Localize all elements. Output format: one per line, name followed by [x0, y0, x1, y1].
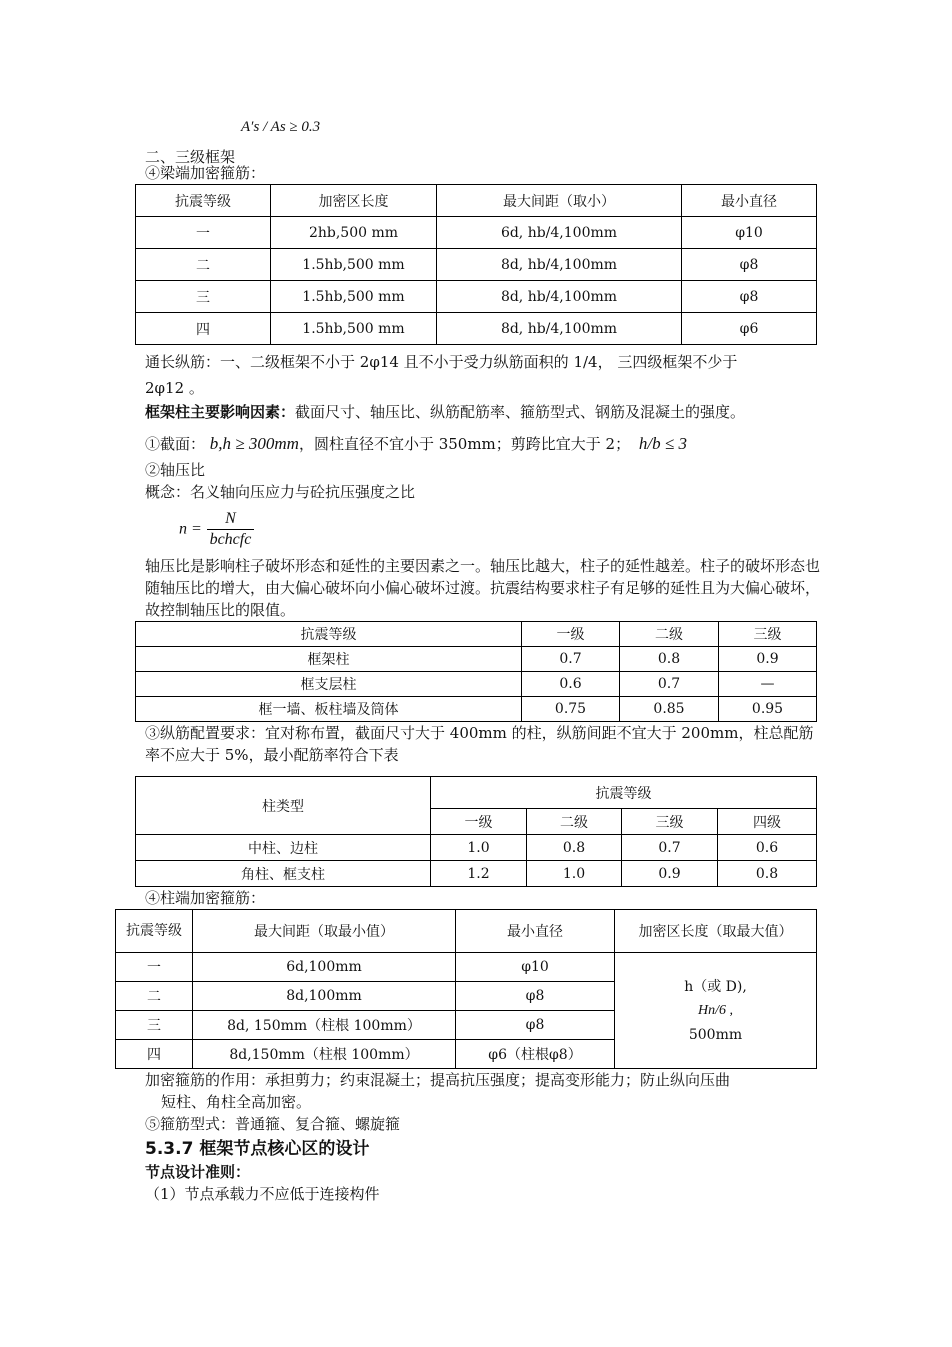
- table-header: 抗震等级: [136, 185, 271, 217]
- table-cell: 1.5hb,500 mm: [271, 281, 437, 313]
- beam-stirrup-table: [135, 184, 817, 345]
- table-cell: 1.5hb,500 mm: [271, 313, 437, 345]
- table-cell: φ10: [682, 217, 817, 249]
- node-rule-title: 节点设计准则：: [145, 1163, 251, 1181]
- table-header: 加密区长度: [271, 185, 437, 217]
- rebar-paragraph: ③纵筋配置要求：宜对称布置，截面尺寸大于 400mm 的柱，纵筋间距不宜大于 200mm，柱总配筋率不应大于 5%，最小配筋率符合下表: [145, 724, 814, 764]
- table-cell: 三: [136, 281, 271, 313]
- table-header: 一级: [522, 622, 620, 647]
- column-factors-text: 截面尺寸、轴压比、纵筋配筋率、箍筋型式、钢筋及混凝土的强度。: [295, 403, 746, 421]
- table-cell: 1.2: [431, 861, 527, 887]
- table-row: [116, 953, 817, 982]
- table-header-row: [136, 622, 817, 647]
- table-cell: 8d,150mm（柱根 100mm）: [193, 1040, 456, 1069]
- table-cell: 0.85: [620, 697, 719, 722]
- section-ratio: h/b ≤ 3: [638, 434, 687, 453]
- table-header: 一级: [431, 809, 527, 835]
- level23-label: 二、三级框架: [145, 148, 236, 166]
- table-cell: φ6（柱根φ8）: [456, 1040, 615, 1069]
- table-header: 柱类型: [136, 777, 431, 835]
- table-row: [136, 281, 817, 313]
- column-stirrup-table: [115, 909, 817, 1069]
- table-cell: 0.7: [522, 647, 620, 672]
- column-factors-label: 框架柱主要影响因素：: [145, 403, 296, 421]
- table-row: [136, 647, 817, 672]
- stirrup-role-line-2: 短柱、角柱全高加密。: [161, 1093, 312, 1111]
- stirrup-type-line: ⑤箍筋型式：普通箍、复合箍、螺旋箍: [145, 1115, 401, 1133]
- table-cell: 四: [116, 1040, 193, 1069]
- table-cell: 0.95: [719, 697, 817, 722]
- table-cell: 6d, hb/4,100mm: [437, 217, 682, 249]
- formula-fraction: [207, 509, 255, 550]
- section-formula: b,h ≥ 300mm: [209, 434, 299, 453]
- table-cell: 0.7: [622, 835, 718, 861]
- formula-lhs: n =: [179, 520, 202, 538]
- table-cell: 0.7: [620, 672, 719, 697]
- table-header: 最小直径: [682, 185, 817, 217]
- table-cell: φ8: [682, 249, 817, 281]
- level23-line: [145, 110, 825, 166]
- table-header: 加密区长度（取最大值）: [615, 910, 817, 953]
- table-cell: 二: [116, 982, 193, 1011]
- table-cell: 1.0: [527, 861, 622, 887]
- table-cell: 0.75: [522, 697, 620, 722]
- axial-concept: 概念：名义轴向压应力与砼抗压强度之比: [145, 483, 416, 501]
- longitudinal-line-1: 通长纵筋：一、二级框架不小于 2φ14 且不小于受力纵筋面积的 1/4， 三四级框架不少于: [145, 353, 738, 371]
- axial-paragraph: 轴压比是影响柱子破坏形态和延性的主要因素之一。轴压比越大，柱子的延性越差。柱子的破坏形态也随轴压比的增大，由大偏心破坏向小偏心破坏过渡。抗震结构要求柱子有足够的延性且为大偏心破坏，故控制轴压比的限值。: [145, 557, 821, 619]
- table-cell: φ8: [682, 281, 817, 313]
- table-cell: 8d, hb/4,100mm: [437, 313, 682, 345]
- axial-formula: [179, 509, 825, 553]
- section-heading: 5.3.7 框架节点核心区的设计: [145, 1139, 370, 1159]
- table-header: 三级: [622, 809, 718, 835]
- table-header: 最大间距（取最小值）: [193, 910, 456, 953]
- longitudinal-line-2: 2φ12 。: [145, 379, 204, 397]
- table-cell: 8d, 150mm（柱根 100mm）: [193, 1011, 456, 1040]
- table-cell: 8d, hb/4,100mm: [437, 281, 682, 313]
- table-header: 最小直径: [456, 910, 615, 953]
- length-a: h（或 D),: [684, 978, 747, 995]
- table-cell: 0.6: [522, 672, 620, 697]
- axial-title: ②轴压比: [145, 461, 206, 479]
- node-rule-1: （1）节点承载力不应低于连接构件: [145, 1185, 380, 1203]
- table-cell: φ6: [682, 313, 817, 345]
- table-cell: 0.8: [527, 835, 622, 861]
- table-cell: 0.9: [719, 647, 817, 672]
- table-cell: 8d, hb/4,100mm: [437, 249, 682, 281]
- length-cell: [615, 953, 817, 1069]
- table-header: 抗震等级: [136, 622, 522, 647]
- table-cell: 1.0: [431, 835, 527, 861]
- table-cell: —: [719, 672, 817, 697]
- table-cell: 中柱、边柱: [136, 835, 431, 861]
- table-header: 二级: [620, 622, 719, 647]
- section-line: [145, 433, 825, 459]
- table-cell: 二: [136, 249, 271, 281]
- axial-ratio-table: [135, 621, 817, 722]
- table-cell: 6d,100mm: [193, 953, 456, 982]
- table-cell: 四: [136, 313, 271, 345]
- table-cell: 0.6: [718, 835, 817, 861]
- table-cell: 1.5hb,500 mm: [271, 249, 437, 281]
- formula-denominator: bchcfc: [209, 531, 252, 548]
- beam-stirrup-title: ④梁端加密箍筋：: [145, 164, 266, 182]
- table-header: 四级: [718, 809, 817, 835]
- document-page: [126, 110, 825, 1205]
- table-header-row: [136, 777, 817, 809]
- column-factors-line: [145, 401, 825, 423]
- table-cell: 框一墙、板柱墙及筒体: [136, 697, 522, 722]
- table-row: [136, 672, 817, 697]
- table-row: [136, 835, 817, 861]
- section-text: ，圆柱直径不宜小于 350mm；剪跨比宜大于 2；: [298, 435, 631, 453]
- table-cell: 框架柱: [136, 647, 522, 672]
- table-cell: 0.8: [620, 647, 719, 672]
- formula-numerator: N: [207, 509, 255, 530]
- table-cell: 三: [116, 1011, 193, 1040]
- level23-formula: A′s / As ≥ 0.3: [241, 119, 321, 135]
- table-cell: 一: [136, 217, 271, 249]
- table-cell: 角柱、框支柱: [136, 861, 431, 887]
- table-header: 三级: [719, 622, 817, 647]
- table-header: 抗震等级: [116, 910, 193, 953]
- table-cell: 一: [116, 953, 193, 982]
- section-prefix: ①截面：: [145, 435, 206, 453]
- table-header-row: [136, 185, 817, 217]
- table-row: [136, 697, 817, 722]
- table-row: [136, 861, 817, 887]
- table-cell: 0.9: [622, 861, 718, 887]
- table-header-row: [116, 910, 817, 953]
- table-header: 二级: [527, 809, 622, 835]
- table-cell: 2hb,500 mm: [271, 217, 437, 249]
- length-c: 500mm: [688, 1026, 743, 1043]
- length-b: Hn/6 ,: [698, 1002, 733, 1018]
- table-header: 抗震等级: [431, 777, 817, 809]
- stirrup-role-line-1: 加密箍筋的作用：承担剪力；约束混凝土；提高抗压强度；提高变形能力；防止纵向压曲: [145, 1071, 731, 1089]
- rebar-ratio-table: [135, 776, 817, 887]
- col-stirrup-title: ④柱端加密箍筋：: [145, 889, 266, 907]
- table-row: [136, 249, 817, 281]
- table-cell: φ8: [456, 982, 615, 1011]
- table-cell: 框支层柱: [136, 672, 522, 697]
- table-cell: 0.8: [718, 861, 817, 887]
- table-header: 最大间距（取小）: [437, 185, 682, 217]
- table-row: [136, 313, 817, 345]
- table-row: [136, 217, 817, 249]
- table-cell: 8d,100mm: [193, 982, 456, 1011]
- table-cell: φ10: [456, 953, 615, 982]
- table-cell: φ8: [456, 1011, 615, 1040]
